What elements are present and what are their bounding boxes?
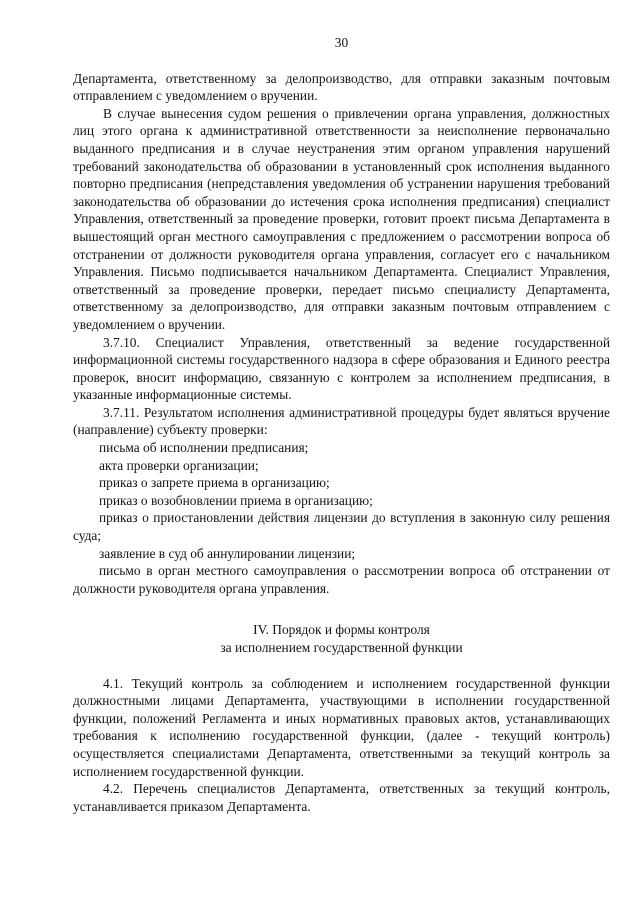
paragraph-4-2: 4.2. Перечень специалистов Департамента, ответственных за текущий контроль, устанавливается приказом Департамента. [73, 781, 610, 814]
list-item: акта проверки организации; [99, 457, 259, 473]
paragraph-3-7-11: 3.7.11. Результатом исполнения административной процедуры будет являться вручение (направление) субъекту проверки: [73, 404, 610, 438]
paragraph-4-1: 4.1. Текущий контроль за соблюдением и исполнением государственной функции должностными лицами Департамента, участвующими в исполнении государственной функции, положений Регламента и иных нормативных правовых актов, устанавливающих требования к исполнению государственной функции, (далее - текущий контроль) осуществляется специалистами Департамента, ответственными за текущий контроль за исполнением государственной функции. [73, 675, 610, 779]
list-item: письмо в орган местного самоуправления о рассмотрении вопроса об отстранении от должности руководителя органа управления. [73, 563, 610, 596]
section-heading-line2: за исполнением государственной функции [220, 640, 463, 655]
list-item: приказ о возобновлении приема в организацию; [99, 492, 373, 508]
page-number: 30 [334, 35, 349, 50]
list-item: приказ о запрете приема в организацию; [99, 475, 330, 491]
list-item: приказ о приостановлении действия лицензии до вступления в законную силу решения суда; [73, 510, 610, 544]
list-item: письма об исполнении предписания; [99, 440, 309, 456]
spacer [73, 657, 610, 675]
paragraph-3-7-10: 3.7.10. Специалист Управления, ответственный за ведение государственной информационной системы государственного надзора в сфере образования и Единого реестра проверок, вносит информацию, связанную с контролем за исполнением предписания, в указанные информационные системы. [73, 334, 610, 403]
paragraph-court-decision: В случае вынесения судом решения о привлечении органа управления, должностных лиц этого органа к административной ответственности за неисполнение первоначально выданного предписания и в случае неустранения этим органом управления нарушений требований законодательства об образовании в установленный срок исполнения выданного повторно предписания (непредставления уведомления об устранении нарушения требований законодательства об образовании до истечения срока исполнения предписания) специалист Управления, ответственный за проведение проверки, готовит проект письма Департамента в вышестоящий орган местного самоуправления с предложением о рассмотрении вопроса об отстранении от должности руководителя органа управления, согласует его с начальником Управления. Письмо подписывается начальником Департамента. Специалист Управления, ответственный за проведение проверки, передает письмо специалисту Департамента, ответственному за делопроизводство, для отправки заказным почтовым отправлением с уведомлением о вручении. [73, 105, 610, 332]
paragraph-continuation: Департамента, ответственному за делопроизводство, для отправки заказным почтовым отправлением с уведомлением о вручении. [73, 70, 610, 104]
spacer [73, 597, 610, 621]
list-item: заявление в суд об аннулировании лицензии; [99, 545, 356, 561]
section-heading-line1: IV. Порядок и формы контроля [253, 622, 430, 638]
